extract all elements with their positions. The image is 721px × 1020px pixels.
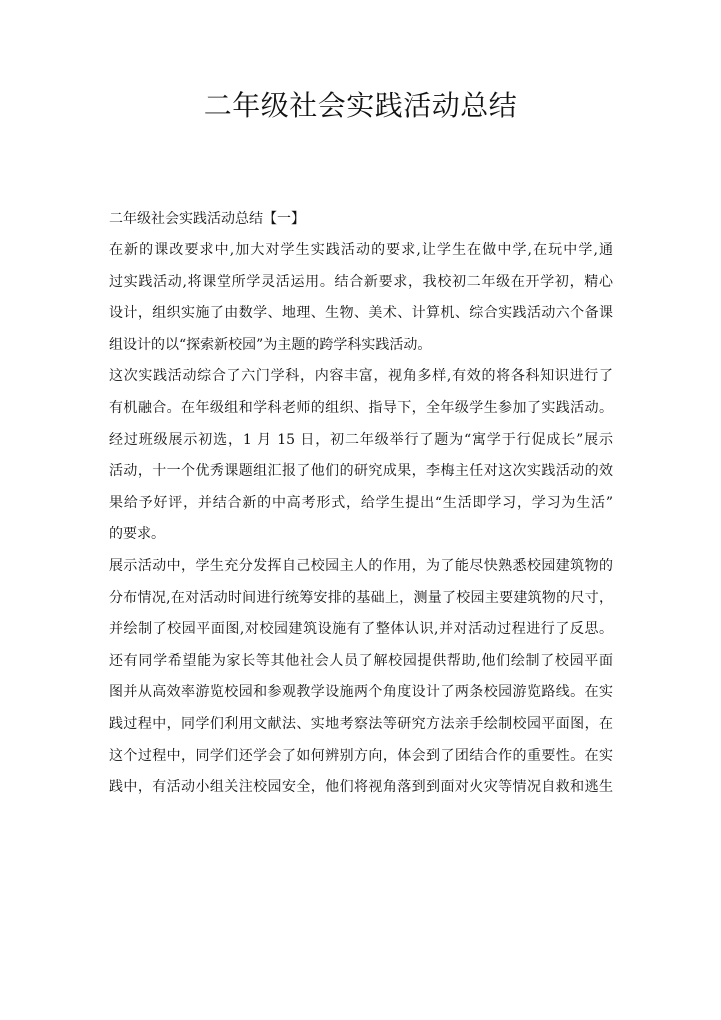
text-line: 过实践活动,将课堂所学灵活运用。结合新要求，我校初二年级在开学初，精心 — [109, 273, 613, 290]
text-line: 图并从高效率游览校园和参观教学设施两个角度设计了两条校园游览路线。在实 — [109, 684, 613, 701]
text-line: 的要求。 — [109, 526, 165, 543]
text-line: 还有同学希望能为家长等其他社会人员了解校园提供帮助,他们绘制了校园平面 — [109, 652, 613, 669]
text-line: 展示活动中，学生充分发挥自己校园主人的作用，为了能尽快熟悉校园建筑物的 — [109, 557, 613, 574]
text-line: 组设计的以“探索新校园”为主题的跨学科实践活动。 — [109, 336, 432, 353]
text-line: 并绘制了校园平面图,对校园建筑设施有了整体认识,并对活动过程进行了反思。 — [109, 621, 613, 638]
text-line: 活动，十一个优秀课题组汇报了他们的研究成果，李梅主任对这次实践活动的效 — [109, 463, 613, 480]
document-body — [109, 204, 613, 804]
section-heading: 二年级社会实践活动总结【一】 — [109, 211, 305, 227]
text-line: 设计，组织实施了由数学、地理、生物、美术、计算机、综合实践活动六个备课 — [109, 305, 613, 322]
text-line: 有机融合。在年级组和学科老师的组织、指导下，全年级学生参加了实践活动。 — [109, 399, 613, 416]
text-line: 经过班级展示初选，1 月 15 日，初二年级举行了题为“寓学于行促成长”展示 — [109, 431, 613, 448]
text-line: 践过程中，同学们利用文献法、实地考察法等研究方法亲手绘制校园平面图，在 — [109, 715, 613, 732]
text-line: 分布情况,在对活动时间进行统筹安排的基础上，测量了校园主要建筑物的尺寸， — [109, 589, 613, 606]
text-line: 践中，有活动小组关注校园安全，他们将视角落到到面对火灾等情况自救和逃生 — [109, 779, 613, 796]
text-line: 果给予好评，并结合新的中高考形式，给学生提出“生活即学习，学习为生活” — [109, 494, 613, 511]
document-title: 二年级社会实践活动总结 — [203, 89, 518, 122]
text-line: 在新的课改要求中,加大对学生实践活动的要求,让学生在做中学,在玩中学,通 — [109, 242, 613, 258]
text-line: 这个过程中，同学们还学会了如何辨别方向，体会到了团结合作的重要性。在实 — [109, 747, 613, 764]
text-line: 这次实践活动综合了六门学科，内容丰富，视角多样,有效的将各科知识进行了 — [109, 368, 613, 385]
